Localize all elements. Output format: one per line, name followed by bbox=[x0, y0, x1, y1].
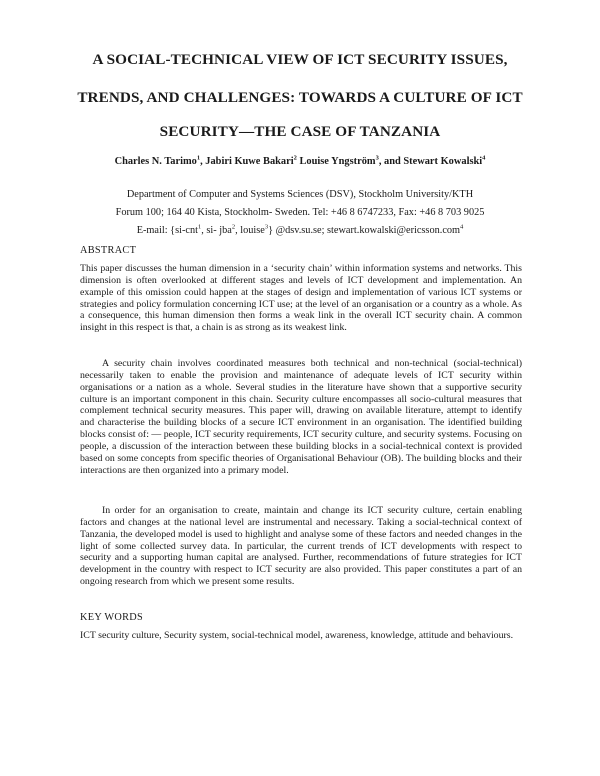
keywords-heading: KEY WORDS bbox=[80, 612, 144, 623]
title-line-3: SECURITY—THE CASE OF TANZANIA bbox=[159, 123, 441, 140]
author-2: , Jabiri Kuwe Bakari bbox=[200, 156, 294, 167]
author-1: Charles N. Tarimo bbox=[114, 156, 197, 167]
author-list: Charles N. Tarimo$^1$, Jabiri Kuwe Bakari$^2$ Louise Yngström$^3$, and Stewart Kowalski$^4$ bbox=[114, 154, 486, 167]
abstract-heading: ABSTRACT bbox=[80, 245, 137, 256]
title-line-2: TRENDS, AND CHALLENGES: TOWARDS A CULTURE OF ICT bbox=[77, 89, 523, 106]
affiliation-line-1: Department of Computer and Systems Sciences (DSV), Stockholm University/KTH bbox=[126, 189, 474, 200]
abstract-paragraph-3: In order for an organisation to create, maintain and change its ICT security culture, certain enabling factors and changes at the national level are instrumental and necessary. Taking a social-technical context of Tanzania, the developed model is used to highlight and analyse some of these factors and needed changes in the light of some collected survey data. In particular, the current trends of ICT developments with respect to security and a supporting human capital are analysed. Further, recommendations of future strategies for ICT development in the country with respect to ICT security are also provided. This paper constitutes a part of an ongoing research from which we present some results. bbox=[80, 505, 522, 588]
author-4: , and Stewart Kowalski bbox=[378, 156, 483, 167]
author-3: Louise Yngström bbox=[296, 156, 376, 167]
abstract-paragraph-1: This paper discusses the human dimension in a ‘security chain’ within information systems and networks. This dimension is often overlooked at different stages and levels of ICT development and implementation. An example of this omission could happen at the stages of design and implementation of various ICT systems or strategies and policy formulation concerning ICT use; at the level of an organisation or a country as a whole. As a consequence, this human dimension then forms a weak link in the overall ICT security chain. A common insight in this respect is that, a chain is as strong as its weakest link. bbox=[80, 263, 522, 334]
abstract-paragraph-2: A security chain involves coordinated measures both technical and non-technical (social-technical) necessarily taken to enable the provision and maintenance of adequate levels of ICT security within organisations or a nation as a whole. Several studies in the literature have shown that a supportive security culture is an important component in this chain. Security culture encompasses all socio-cultural measures that complement technical security measures. This paper will, drawing on available literature, attempt to identify and characterise the building blocks of a secure ICT environment in an organisation. The identified building blocks consist of: — people, ICT security requirements, ICT security culture, and security systems. Focusing on people, a discussion of the interaction between these building blocks in a social-technical context is provided based on some concepts from specific theories of Organisational Behaviour (OB). The building blocks and their interactions are then organized into a primary model. bbox=[80, 358, 522, 476]
keywords-text: ICT security culture, Security system, social-technical model, awareness, knowledge, attitude and behaviours. bbox=[80, 630, 514, 641]
email-line: E-mail: {si-cnt$^1$, si- jba$^2$, louise$^3$} @dsv.su.se; stewart.kowalski@ericsson.com$^4$ bbox=[136, 223, 464, 236]
title-line-1: A SOCIAL-TECHNICAL VIEW OF ICT SECURITY ISSUES, bbox=[92, 51, 508, 68]
affiliation-line-2: Forum 100; 164 40 Kista, Stockholm- Sweden. Tel: +46 8 6747233, Fax: +46 8 703 9025 bbox=[115, 207, 485, 218]
